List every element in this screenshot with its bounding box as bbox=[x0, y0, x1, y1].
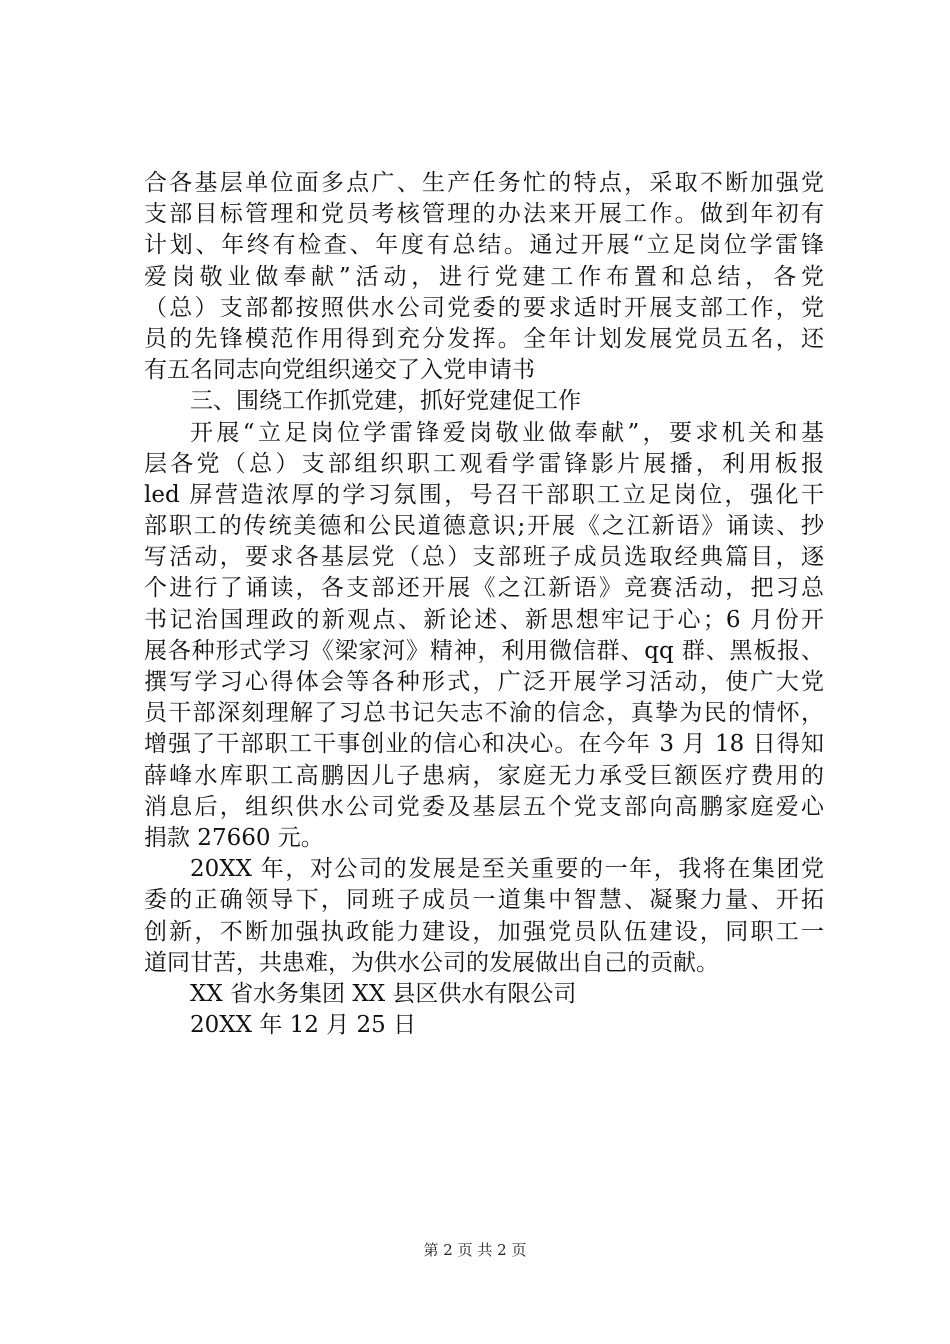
text-line: 计划、年终有检查、年度有总结。通过开展“立足岗位学雷锋 bbox=[144, 232, 824, 259]
text-line: 个进行了诵读，各支部还开展《之江新语》竞赛活动，把习总 bbox=[144, 575, 824, 602]
text-line: 展各种形式学习《梁家河》精神，利用微信群、qq 群、黑板报、 bbox=[144, 637, 824, 664]
text-line: 员的先锋模范作用得到充分发挥。全年计划发展党员五名，还 bbox=[144, 325, 824, 352]
text-line: 道同甘苦，共患难，为供水公司的发展做出自己的贡献。 bbox=[144, 949, 719, 976]
text-line: 委的正确领导下，同班子成员一道集中智慧、凝聚力量、开拓 bbox=[144, 887, 824, 914]
text-line: 消息后，组织供水公司党委及基层五个党支部向高鹏家庭爱心 bbox=[144, 793, 824, 820]
text-line: 创新，不断加强执政能力建设，加强党员队伍建设，同职工一 bbox=[144, 918, 824, 945]
text-line: 部职工的传统美德和公民道德意识;开展《之江新语》诵读、抄 bbox=[144, 513, 824, 540]
text-line: 撰写学习心得体会等各种形式，广泛开展学习活动，使广大党 bbox=[144, 669, 824, 695]
text-line: 写活动，要求各基层党（总）支部班子成员选取经典篇目，逐 bbox=[144, 544, 824, 571]
text-line: 开展“立足岗位学雷锋爱岗敬业做奉献”，要求机关和基 bbox=[190, 419, 824, 446]
text-line: 支部目标管理和党员考核管理的办法来开展工作。做到年初有 bbox=[144, 201, 824, 228]
text-line: 员干部深刻理解了习总书记矢志不渝的信念，真挚为民的情怀， bbox=[144, 700, 824, 727]
text-line: （总）支部都按照供水公司党委的要求适时开展支部工作，党 bbox=[144, 294, 824, 321]
text-line: 爱岗敬业做奉献”活动，进行党建工作布置和总结，各党 bbox=[144, 263, 824, 290]
page-footer: 第 2 页 共 2 页 bbox=[423, 1241, 527, 1259]
text-line: 合各基层单位面多点广、生产任务忙的特点，采取不断加强党 bbox=[144, 170, 824, 196]
text-line: XX 省水务集团 XX 县区供水有限公司 bbox=[190, 980, 577, 1007]
text-line: 增强了干部职工干事创业的信心和决心。在今年 3 月 18 日得知 bbox=[144, 731, 824, 758]
text-line: 层各党（总）支部组织职工观看学雷锋影片展播，利用板报 bbox=[144, 450, 824, 477]
text-line: led 屏营造浓厚的学习氛围，号召干部职工立足岗位，强化干 bbox=[144, 481, 824, 508]
text-line: 书记治国理政的新观点、新论述、新思想牢记于心；6 月份开 bbox=[144, 606, 824, 633]
text-line: 20XX 年 12 月 25 日 bbox=[190, 1012, 417, 1039]
text-line: 有五名同志向党组织递交了入党申请书 bbox=[144, 357, 535, 384]
text-line: 20XX 年，对公司的发展是至关重要的一年，我将在集团党 bbox=[190, 856, 824, 883]
text-line: 捐款 27660 元。 bbox=[144, 824, 324, 851]
document-body bbox=[144, 168, 824, 1041]
text-line: 薛峰水库职工高鹏因儿子患病，家庭无力承受巨额医疗费用的 bbox=[144, 762, 824, 789]
text-line: 三、围绕工作抓党建，抓好党建促工作 bbox=[190, 388, 581, 415]
